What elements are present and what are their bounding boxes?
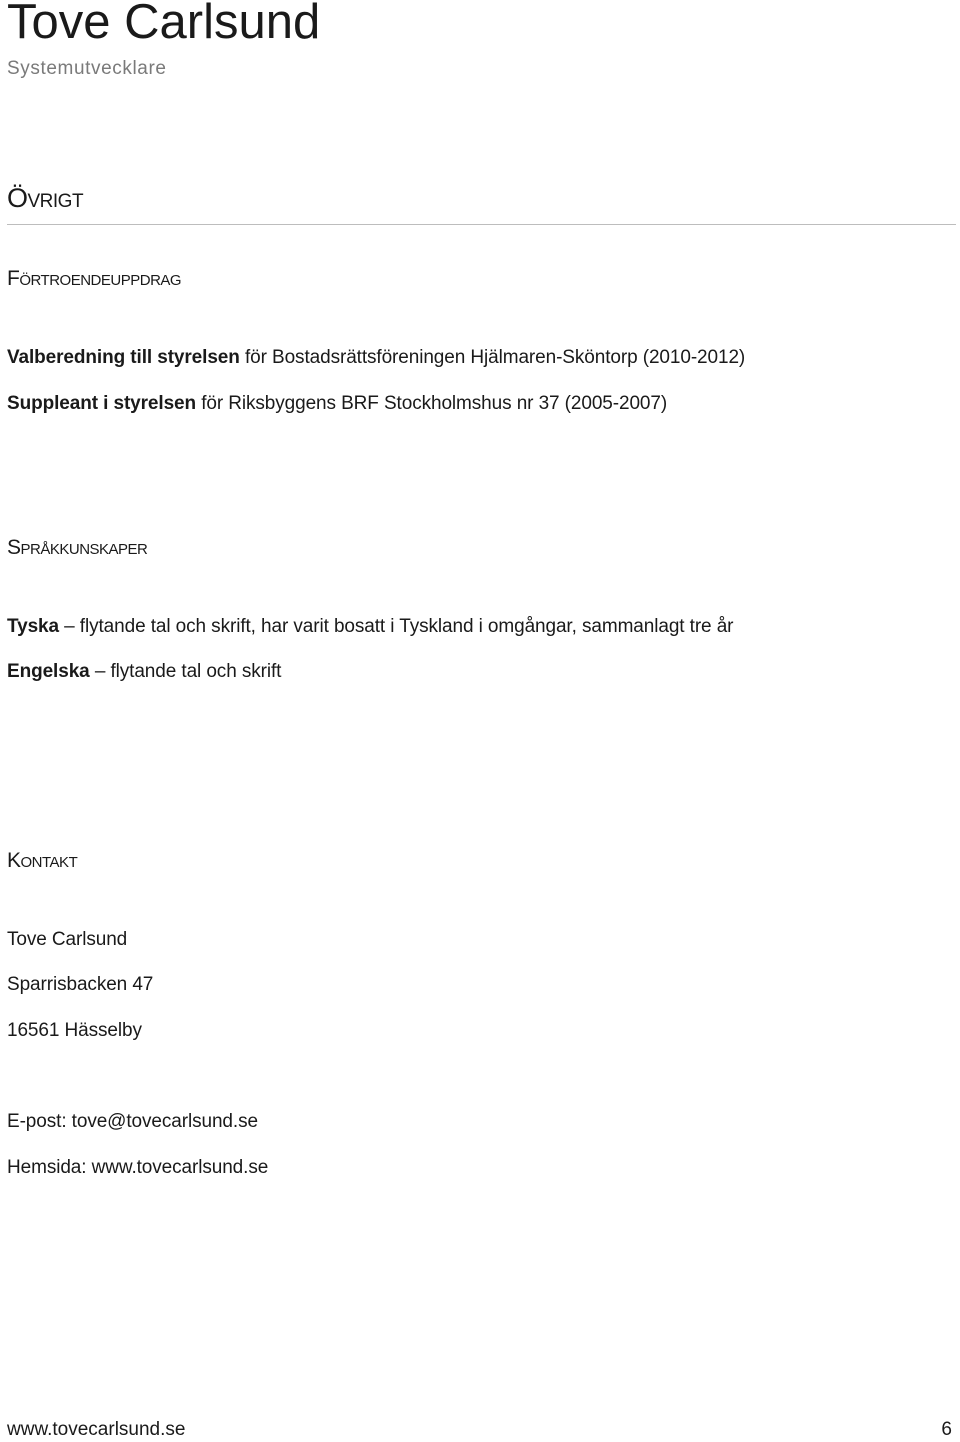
- heading-kontakt: Kontakt: [7, 849, 78, 872]
- list-item: [7, 616, 733, 638]
- item-detail: för Riksbyggens BRF Stockholmshus nr 37 (2005-2007): [196, 393, 668, 414]
- page-number: 6: [941, 1419, 952, 1440]
- contact-website[interactable]: Hemsida: www.tovecarlsund.se: [7, 1157, 269, 1178]
- item-title: Valberedning till styrelsen: [7, 347, 240, 368]
- item-detail: för Bostadsrättsföreningen Hjälmaren-Sköntorp (2010-2012): [239, 347, 746, 368]
- contact-email[interactable]: E-post: tove@tovecarlsund.se: [7, 1111, 258, 1132]
- list-item: [7, 347, 745, 369]
- language-detail: – flytande tal och skrift: [89, 661, 282, 682]
- contact-street: Sparrisbacken 47: [7, 974, 154, 995]
- heading-sprakkunskaper: Språkkunskaper: [7, 536, 148, 559]
- section-title: Övrigt: [7, 183, 84, 213]
- language-name: Tyska: [7, 616, 59, 637]
- list-item: [7, 393, 667, 415]
- section-divider: [7, 224, 956, 225]
- language-detail: – flytande tal och skrift, har varit bosatt i Tyskland i omgångar, sammanlagt tre år: [58, 616, 734, 637]
- footer-url[interactable]: www.tovecarlsund.se: [7, 1419, 186, 1440]
- contact-name: Tove Carlsund: [7, 929, 128, 950]
- contact-postal: 16561 Hässelby: [7, 1020, 142, 1041]
- language-name: Engelska: [7, 661, 90, 682]
- author-role: Systemutvecklare: [7, 58, 167, 79]
- heading-fortroendeuppdrag: Förtroendeuppdrag: [7, 267, 182, 290]
- item-title: Suppleant i styrelsen: [7, 393, 197, 414]
- author-name: Tove Carlsund: [7, 0, 321, 49]
- list-item: [7, 661, 281, 683]
